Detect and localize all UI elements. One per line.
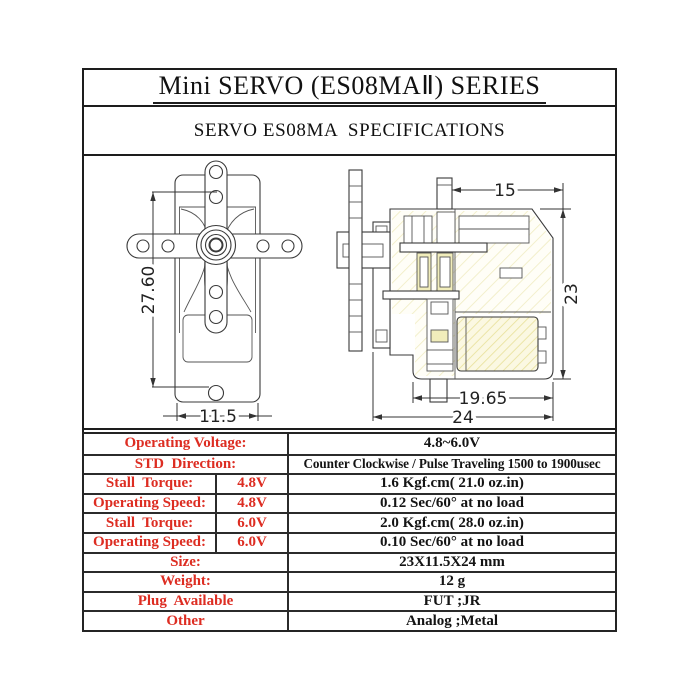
spec-label: Plug Available [84, 591, 287, 611]
dim-side-bottom-inner: 19.65 [458, 389, 508, 409]
dim-side-bottom-outer: 24 [452, 408, 474, 428]
title-band [84, 70, 615, 107]
dim-front-width: 11.5 [199, 407, 237, 427]
spec-label: STD Direction: [84, 454, 287, 474]
page-subtitle: SERVO ES08MA SPECIFICATIONS [193, 119, 506, 141]
spec-value: Counter Clockwise / Pulse Traveling 1500 to 1900usec [287, 454, 615, 474]
spec-value: 12 g [287, 571, 615, 591]
spec-label: Stall Torque: [84, 512, 215, 532]
spec-label: Operating Speed: [84, 532, 215, 552]
spec-voltage: 4.8V [215, 473, 287, 493]
spec-value: 0.10 Sec/60° at no load [287, 532, 615, 552]
spec-table [82, 432, 617, 632]
spec-label: Operating Speed: [84, 493, 215, 513]
page-title: Mini SERVO (ES08MAⅡ) SERIES [153, 71, 547, 104]
spec-label: Other [84, 610, 287, 630]
spec-label: Operating Voltage: [124, 435, 247, 452]
spec-value: 23X11.5X24 mm [287, 552, 615, 572]
spec-value: 2.0 Kgf.cm( 28.0 oz.in) [287, 512, 615, 532]
spec-value: 1.6 Kgf.cm( 21.0 oz.in) [287, 473, 615, 493]
subtitle-band [84, 107, 615, 156]
spec-voltage: 6.0V [215, 512, 287, 532]
spec-voltage: 6.0V [215, 532, 287, 552]
spec-value: 4.8~6.0V [287, 434, 615, 454]
spec-value: 0.12 Sec/60° at no load [287, 493, 615, 513]
spec-label: Stall Torque: [84, 473, 215, 493]
spec-label: Weight: [84, 571, 287, 591]
spec-value: Analog ;Metal [287, 610, 615, 630]
spec-voltage: 4.8V [215, 493, 287, 513]
dim-front-height: 27.60 [139, 265, 159, 315]
dim-side-right: 23 [562, 283, 582, 305]
spec-value: FUT ;JR [287, 591, 615, 611]
dim-side-top: 15 [494, 181, 516, 201]
figure-panel [84, 156, 615, 430]
spec-label: Size: [84, 552, 287, 572]
